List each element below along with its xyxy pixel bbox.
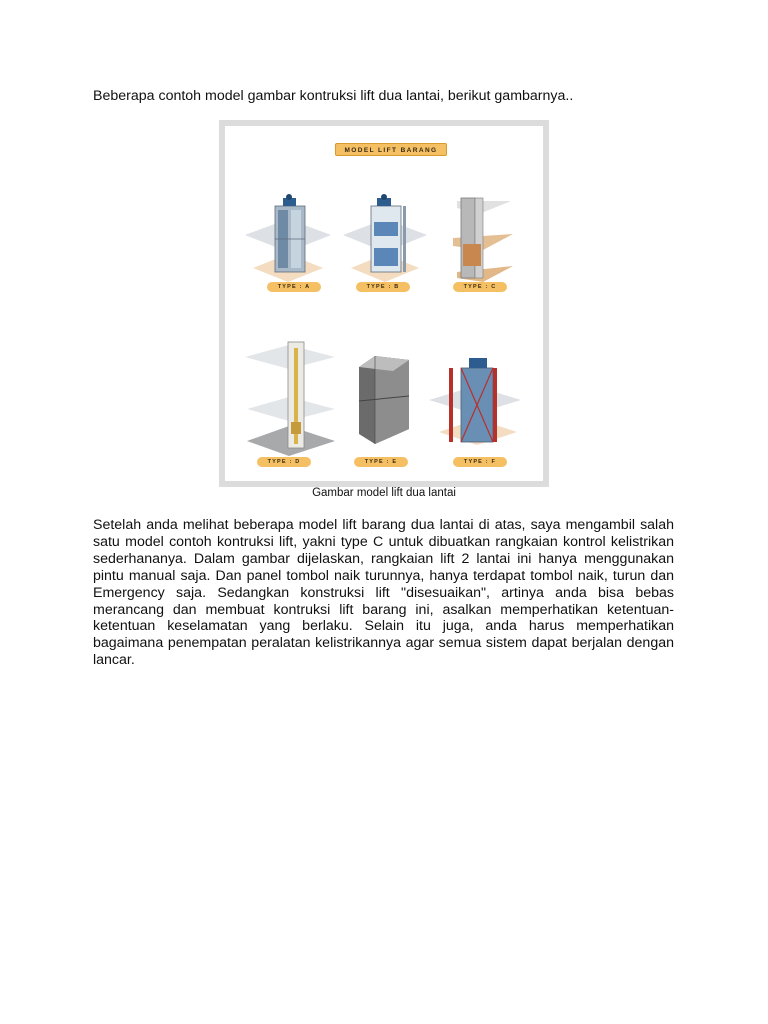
type-a-label: TYPE : A	[267, 282, 321, 292]
lift-models-figure	[219, 120, 549, 487]
body-paragraph: Setelah anda melihat beberapa model lift barang dua lantai di atas, saya mengambil salah satu model contoh kontruksi lift, yakni type C untuk dibuatkan rangkaian kontrol kelistrikan sederhananya. Dalam gambar dijelaskan, rangkaian lift 2 lantai ini hanya menggunakan pintu manual saja. Dan panel tombol naik turunnya, hanya terdapat tombol naik, turun dan Emergency saja. Sedangkan konstruksi lift "disesuaikan", artinya anda bisa bebas merancang dan membuat kontruksi lift barang ini, asalkan memperhatikan ketentuan-ketentuan keselamatan yang berlaku. Selain itu juga, anda harus memperhatikan bagaimana penempatan peralatan kelistrikannya agar semua sistem dapat berjalan dengan lancar.	[93, 517, 674, 669]
type-e-label: TYPE : E	[354, 457, 408, 467]
type-f-label: TYPE : F	[453, 457, 507, 467]
lift-illustrations	[225, 126, 543, 481]
figure-title-banner: MODEL LIFT BARANG	[335, 143, 447, 156]
lift-type-d-illustration	[245, 342, 335, 456]
lift-type-b-illustration	[343, 194, 427, 282]
figure-canvas	[225, 126, 543, 481]
lift-type-c-illustration	[453, 198, 513, 282]
intro-text: Beberapa contoh model gambar kontruksi lift dua lantai, berikut gambarnya..	[93, 88, 574, 104]
lift-type-e-illustration	[359, 356, 409, 444]
type-c-label: TYPE : C	[453, 282, 507, 292]
lift-type-f-illustration	[429, 358, 521, 445]
type-d-label: TYPE : D	[257, 457, 311, 467]
figure-caption: Gambar model lift dua lantai	[312, 487, 456, 499]
lift-type-a-illustration	[245, 194, 331, 282]
type-b-label: TYPE : B	[356, 282, 410, 292]
